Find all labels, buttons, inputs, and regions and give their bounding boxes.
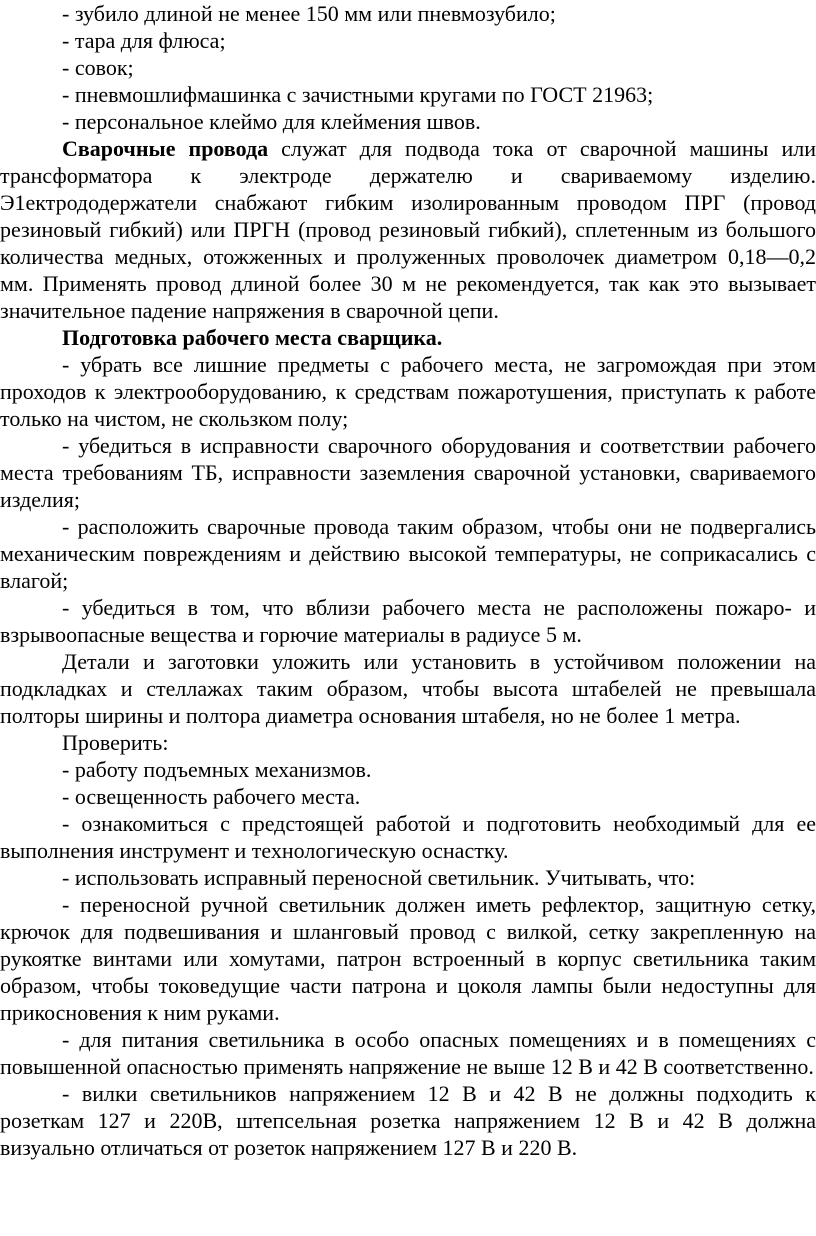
paragraph-text: - тара для флюса; [62,28,226,53]
paragraph-text: Проверить: [62,730,169,755]
paragraph [0,0,816,27]
paragraph-heading: Сварочные провода [62,136,269,161]
paragraph [0,783,816,810]
paragraph-text: - убрать все лишние предметы с рабочего места, не загромождая при этом проходов к электрооборудованию, к средствам пожаротушения, приступать к работе только на чистом, не скользком полу; [0,352,816,431]
paragraph-text: - персональное клеймо для клеймения швов. [62,109,481,134]
paragraph [0,324,816,351]
paragraph [0,27,816,54]
paragraph [0,729,816,756]
paragraph [0,351,816,432]
paragraph-text: - ознакомиться с предстоящей работой и подготовить необходимый для ее выполнения инструмент и технологическую оснастку. [0,811,816,863]
paragraph [0,1080,816,1161]
paragraph-text: - убедиться в исправности сварочного оборудования и соответствии рабочего места требованиям ТБ, исправности заземления сварочной установки, свариваемого изделия; [0,433,816,512]
paragraph [0,81,816,108]
paragraph [0,756,816,783]
paragraph-text: - вилки светильников напряжением 12 В и 42 В не должны подходить к розеткам 127 и 220В, штепсельная розетка напряжением 12 В и 42 В должна визуально отличаться от розеток напряжением 127 В и 220 В. [0,1081,816,1160]
paragraph [0,108,816,135]
paragraph [0,864,816,891]
paragraph [0,513,816,594]
paragraph [0,54,816,81]
paragraph-text: - убедиться в том, что вблизи рабочего места не расположены пожаро- и взрывоопасные вещества и горючие материалы в радиусе 5 м. [0,595,816,647]
paragraph [0,135,816,324]
paragraph-text: - для питания светильника в особо опасных помещениях и в помещениях с повышенной опасностью применять напряжение не выше 12 В и 42 В соответственно. [0,1027,816,1079]
paragraph-heading: Подготовка рабочего места сварщика. [62,325,443,350]
paragraph-text: - работу подъемных механизмов. [62,757,372,782]
paragraph-text: - пневмошлифмашинка с зачистными кругами по ГОСТ 21963; [62,82,654,107]
paragraph-text: Детали и заготовки уложить или установить в устойчивом положении на подкладках и стеллажах таким образом, чтобы высота штабелей не превышала полторы ширины и полтора диаметра основания штабеля, но не более 1 метра. [0,649,816,728]
paragraph [0,432,816,513]
paragraph [0,648,816,729]
paragraph-text: служат для подвода тока от сварочной машины или трансформатора к электроде держателю и свариваемому изделию. Э1ектрододержатели снабжают гибким изолированным проводом ПРГ (провод резиновый гибкий) или ПРГН (провод резиновый гибкий), сплетенным из большого количества медных, отожженных и пролуженных проволочек диаметром 0,18—0,2 мм. Применять провод длиной более 30 м не рекомендуется, так как это вызывает значительное падение напряжения в сварочной цепи. [0,136,816,323]
paragraph-text: - зубило длиной не менее 150 мм или пневмозубило; [62,1,556,26]
paragraph-text: - расположить сварочные провода таким образом, чтобы они не подвергались механическим повреждениям и действию высокой температуры, не соприкасались с влагой; [0,514,816,593]
paragraph [0,810,816,864]
paragraph [0,891,816,1026]
paragraph-text: - освещенность рабочего места. [62,784,361,809]
paragraph-text: - совок; [62,55,134,80]
paragraph [0,594,816,648]
paragraph [0,1026,816,1080]
paragraph-text: - использовать исправный переносной светильник. Учитывать, что: [62,865,696,890]
paragraph-text: - переносной ручной светильник должен иметь рефлектор, защитную сетку, крючок для подвешивания и шланговый провод с вилкой, сетку закрепленную на рукоятке винтами или хомутами, патрон встроенный в корпус светильника таким образом, чтобы токоведущие части патрона и цоколя лампы были недоступны для прикосновения к ним руками. [0,892,816,1025]
